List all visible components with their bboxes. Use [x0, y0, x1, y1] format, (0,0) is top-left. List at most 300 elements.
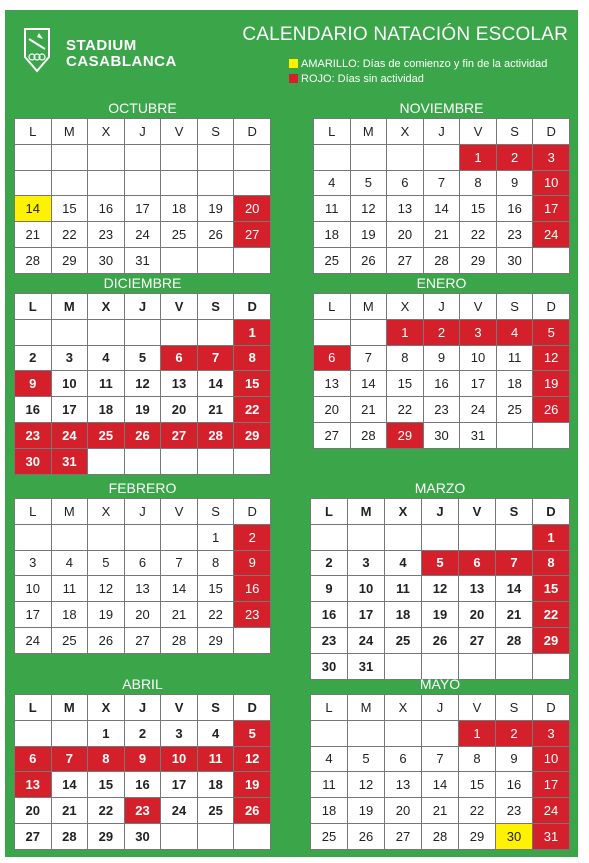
day-cell: 27 — [459, 627, 496, 653]
day-cell: 8 — [387, 345, 424, 371]
weekday-header: M — [51, 499, 88, 525]
day-cell: 10 — [348, 576, 385, 602]
weekday-header: S — [197, 294, 234, 320]
day-cell: 7 — [422, 746, 459, 772]
day-cell: 30 — [15, 448, 52, 474]
day-cell: 13 — [387, 196, 424, 222]
day-cell: 14 — [51, 772, 88, 798]
day-cell: 14 — [350, 371, 387, 397]
day-cell: 20 — [15, 798, 52, 824]
weekday-header: J — [422, 695, 459, 721]
day-cell: 26 — [350, 247, 387, 273]
day-cell: 21 — [197, 397, 234, 423]
day-cell: 28 — [51, 823, 88, 849]
week-row — [311, 823, 570, 849]
calendar-poster — [5, 10, 578, 857]
day-cell: 19 — [533, 371, 570, 397]
empty-cell — [385, 524, 422, 550]
week-row — [15, 144, 271, 170]
day-cell: 26 — [197, 222, 234, 248]
week-row — [15, 798, 271, 824]
day-cell: 29 — [88, 823, 125, 849]
day-cell: 15 — [197, 576, 234, 602]
weekday-header: M — [51, 119, 88, 145]
day-cell: 29 — [197, 627, 234, 653]
day-cell: 28 — [161, 627, 198, 653]
weekday-header: M — [350, 294, 387, 320]
day-cell: 11 — [197, 746, 234, 772]
empty-cell — [496, 422, 533, 448]
day-cell: 11 — [311, 772, 348, 798]
weekday-header: X — [88, 499, 125, 525]
week-row — [314, 247, 570, 273]
month-mayo — [310, 676, 570, 850]
day-cell: 22 — [51, 222, 88, 248]
weekday-header: D — [234, 695, 271, 721]
page-title: CALENDARIO NATACIÓN ESCOLAR — [242, 24, 568, 45]
empty-cell — [311, 524, 348, 550]
empty-cell — [124, 524, 161, 550]
day-cell: 8 — [460, 170, 497, 196]
day-cell: 28 — [422, 823, 459, 849]
week-row — [311, 720, 570, 746]
day-cell: 27 — [234, 222, 271, 248]
day-cell: 18 — [311, 798, 348, 824]
weekday-header: S — [197, 695, 234, 721]
empty-cell — [197, 823, 234, 849]
day-cell: 5 — [88, 550, 125, 576]
weekday-header: D — [533, 294, 570, 320]
day-cell: 6 — [15, 746, 52, 772]
empty-cell — [161, 448, 198, 474]
weekday-header: L — [314, 294, 351, 320]
day-cell: 10 — [533, 170, 570, 196]
day-cell: 18 — [496, 371, 533, 397]
day-cell: 28 — [350, 422, 387, 448]
weekday-header: L — [314, 119, 351, 145]
day-cell: 13 — [385, 772, 422, 798]
day-cell: 15 — [533, 576, 570, 602]
empty-cell — [51, 720, 88, 746]
day-cell: 12 — [422, 576, 459, 602]
week-row — [15, 196, 271, 222]
day-cell: 16 — [496, 196, 533, 222]
empty-cell — [459, 524, 496, 550]
brand-name — [66, 38, 177, 70]
month-name: MAYO — [419, 676, 461, 692]
weekday-header: S — [197, 499, 234, 525]
month-name: ABRIL — [122, 676, 163, 692]
day-cell: 9 — [311, 576, 348, 602]
day-cell: 2 — [496, 720, 533, 746]
day-cell: 16 — [88, 196, 125, 222]
month-diciembre — [14, 275, 271, 475]
day-cell: 27 — [124, 627, 161, 653]
day-cell: 17 — [124, 196, 161, 222]
week-row — [314, 196, 570, 222]
weekday-header: L — [311, 695, 348, 721]
day-cell: 10 — [161, 746, 198, 772]
weekday-header: S — [496, 695, 533, 721]
day-cell: 16 — [234, 576, 271, 602]
week-row — [15, 746, 271, 772]
day-cell: 24 — [161, 798, 198, 824]
weekday-header: J — [124, 119, 161, 145]
month-table — [14, 498, 271, 654]
day-cell: 22 — [387, 397, 424, 423]
week-row — [15, 772, 271, 798]
weekday-header: J — [124, 294, 161, 320]
day-cell: 7 — [350, 345, 387, 371]
day-cell: 12 — [350, 196, 387, 222]
week-row — [314, 371, 570, 397]
day-cell: 1 — [459, 720, 496, 746]
day-cell: 13 — [314, 371, 351, 397]
empty-cell — [88, 524, 125, 550]
day-cell: 1 — [460, 144, 497, 170]
empty-cell — [234, 823, 271, 849]
day-cell: 25 — [314, 247, 351, 273]
day-cell: 8 — [234, 345, 271, 371]
day-cell: 23 — [496, 798, 533, 824]
weekday-header: M — [51, 695, 88, 721]
day-cell: 7 — [496, 550, 533, 576]
day-cell: 1 — [88, 720, 125, 746]
day-cell: 8 — [88, 746, 125, 772]
empty-cell — [124, 448, 161, 474]
day-cell: 25 — [51, 627, 88, 653]
day-cell: 6 — [385, 746, 422, 772]
empty-cell — [350, 319, 387, 345]
empty-cell — [197, 170, 234, 196]
day-cell: 24 — [15, 627, 52, 653]
weekday-header: D — [234, 499, 271, 525]
week-row — [311, 798, 570, 824]
week-row — [314, 422, 570, 448]
day-cell: 8 — [197, 550, 234, 576]
empty-cell — [51, 170, 88, 196]
day-cell: 29 — [533, 627, 570, 653]
day-cell: 24 — [124, 222, 161, 248]
weekday-header: J — [422, 499, 459, 525]
empty-cell — [234, 144, 271, 170]
empty-cell — [533, 422, 570, 448]
day-cell: 10 — [51, 371, 88, 397]
weekday-header: L — [15, 119, 52, 145]
day-cell: 19 — [124, 397, 161, 423]
empty-cell — [387, 144, 424, 170]
month-table — [310, 498, 570, 680]
weekday-header: V — [161, 294, 198, 320]
day-cell: 23 — [88, 222, 125, 248]
day-cell: 18 — [385, 602, 422, 628]
day-cell: 13 — [15, 772, 52, 798]
week-row — [15, 170, 271, 196]
weekday-header: V — [459, 695, 496, 721]
week-row — [15, 576, 271, 602]
weekday-header: D — [234, 119, 271, 145]
day-cell: 19 — [197, 196, 234, 222]
day-cell: 8 — [533, 550, 570, 576]
day-cell: 6 — [124, 550, 161, 576]
empty-cell — [161, 319, 198, 345]
day-cell: 31 — [348, 653, 385, 679]
day-cell: 12 — [234, 746, 271, 772]
weekday-header: X — [387, 294, 424, 320]
weekday-header: L — [15, 695, 52, 721]
empty-cell — [197, 247, 234, 273]
week-row — [15, 550, 271, 576]
day-cell: 12 — [124, 371, 161, 397]
day-cell: 26 — [234, 798, 271, 824]
empty-cell — [348, 720, 385, 746]
weekday-header: J — [423, 294, 460, 320]
weekday-header: D — [533, 499, 570, 525]
day-cell: 12 — [88, 576, 125, 602]
day-cell: 13 — [124, 576, 161, 602]
weekday-header: M — [348, 499, 385, 525]
day-cell: 3 — [533, 144, 570, 170]
weekday-header: M — [350, 119, 387, 145]
day-cell: 28 — [197, 422, 234, 448]
empty-cell — [234, 627, 271, 653]
day-cell: 28 — [423, 247, 460, 273]
empty-cell — [88, 144, 125, 170]
day-cell: 15 — [459, 772, 496, 798]
day-cell: 1 — [533, 524, 570, 550]
month-table — [313, 118, 570, 274]
day-cell: 1 — [387, 319, 424, 345]
day-cell: 15 — [460, 196, 497, 222]
day-cell: 18 — [51, 602, 88, 628]
day-cell: 23 — [311, 627, 348, 653]
day-cell: 25 — [88, 422, 125, 448]
weekday-header: X — [88, 294, 125, 320]
week-row — [311, 746, 570, 772]
day-cell: 19 — [348, 798, 385, 824]
day-cell: 16 — [496, 772, 533, 798]
day-cell: 5 — [422, 550, 459, 576]
day-cell: 25 — [385, 627, 422, 653]
weekday-header: L — [15, 499, 52, 525]
day-cell: 5 — [348, 746, 385, 772]
day-cell: 4 — [311, 746, 348, 772]
day-cell: 23 — [496, 222, 533, 248]
day-cell: 27 — [385, 823, 422, 849]
empty-cell — [234, 170, 271, 196]
month-name: OCTUBRE — [108, 100, 177, 116]
day-cell: 2 — [234, 524, 271, 550]
day-cell: 3 — [15, 550, 52, 576]
day-cell: 16 — [124, 772, 161, 798]
day-cell: 3 — [460, 319, 497, 345]
day-cell: 22 — [460, 222, 497, 248]
day-cell: 24 — [533, 222, 570, 248]
week-row — [311, 524, 570, 550]
day-cell: 14 — [197, 371, 234, 397]
empty-cell — [124, 170, 161, 196]
empty-cell — [124, 319, 161, 345]
day-cell: 13 — [459, 576, 496, 602]
day-cell: 11 — [314, 196, 351, 222]
week-row — [15, 602, 271, 628]
day-cell: 18 — [161, 196, 198, 222]
empty-cell — [314, 144, 351, 170]
week-row — [15, 720, 271, 746]
day-cell: 26 — [533, 397, 570, 423]
empty-cell — [15, 144, 52, 170]
empty-cell — [533, 247, 570, 273]
month-noviembre — [313, 100, 570, 274]
day-cell: 9 — [15, 371, 52, 397]
day-cell: 29 — [459, 823, 496, 849]
day-cell: 14 — [15, 196, 52, 222]
day-cell: 15 — [387, 371, 424, 397]
day-cell: 29 — [234, 422, 271, 448]
day-cell: 9 — [423, 345, 460, 371]
empty-cell — [15, 319, 52, 345]
day-cell: 24 — [348, 627, 385, 653]
brand-line-1: STADIUM — [66, 37, 137, 54]
month-name: NOVIEMBRE — [399, 100, 484, 116]
day-cell: 13 — [161, 371, 198, 397]
day-cell: 15 — [88, 772, 125, 798]
week-row — [314, 345, 570, 371]
empty-cell — [314, 319, 351, 345]
day-cell: 7 — [51, 746, 88, 772]
month-table — [313, 293, 570, 449]
weekday-header: V — [161, 695, 198, 721]
empty-cell — [423, 144, 460, 170]
day-cell: 31 — [51, 448, 88, 474]
day-cell: 16 — [423, 371, 460, 397]
day-cell: 30 — [423, 422, 460, 448]
empty-cell — [234, 448, 271, 474]
day-cell: 10 — [15, 576, 52, 602]
day-cell: 27 — [314, 422, 351, 448]
day-cell: 27 — [15, 823, 52, 849]
day-cell: 21 — [350, 397, 387, 423]
empty-cell — [197, 448, 234, 474]
day-cell: 20 — [385, 798, 422, 824]
day-cell: 1 — [197, 524, 234, 550]
weekday-header: D — [533, 119, 570, 145]
day-cell: 21 — [161, 602, 198, 628]
day-cell: 2 — [311, 550, 348, 576]
empty-cell — [51, 144, 88, 170]
day-cell: 21 — [423, 222, 460, 248]
day-cell: 4 — [51, 550, 88, 576]
day-cell: 4 — [314, 170, 351, 196]
weekday-header: J — [423, 119, 460, 145]
day-cell: 17 — [533, 196, 570, 222]
week-row — [15, 422, 271, 448]
empty-cell — [422, 720, 459, 746]
empty-cell — [350, 144, 387, 170]
day-cell: 12 — [348, 772, 385, 798]
yellow-swatch-icon — [289, 59, 298, 68]
empty-cell — [496, 524, 533, 550]
weekday-header: X — [387, 119, 424, 145]
day-cell: 12 — [533, 345, 570, 371]
day-cell: 14 — [496, 576, 533, 602]
day-cell: 27 — [161, 422, 198, 448]
day-cell: 15 — [51, 196, 88, 222]
day-cell: 26 — [124, 422, 161, 448]
day-cell: 17 — [533, 772, 570, 798]
day-cell: 19 — [234, 772, 271, 798]
month-table — [310, 694, 570, 850]
day-cell: 23 — [423, 397, 460, 423]
weekday-header: S — [496, 499, 533, 525]
month-name: FEBRERO — [108, 480, 177, 496]
day-cell: 17 — [348, 602, 385, 628]
day-cell: 22 — [459, 798, 496, 824]
legend-red-label: ROJO: Días sin actividad — [301, 73, 424, 85]
weekday-header: M — [51, 294, 88, 320]
week-row — [15, 524, 271, 550]
day-cell: 2 — [15, 345, 52, 371]
day-cell: 19 — [350, 222, 387, 248]
day-cell: 31 — [460, 422, 497, 448]
day-cell: 29 — [460, 247, 497, 273]
day-cell: 9 — [496, 170, 533, 196]
month-table — [14, 293, 271, 475]
day-cell: 4 — [88, 345, 125, 371]
day-cell: 20 — [124, 602, 161, 628]
day-cell: 3 — [51, 345, 88, 371]
day-cell: 30 — [496, 823, 533, 849]
day-cell: 20 — [314, 397, 351, 423]
weekday-header: V — [459, 499, 496, 525]
week-row — [311, 627, 570, 653]
day-cell: 29 — [387, 422, 424, 448]
empty-cell — [348, 524, 385, 550]
day-cell: 17 — [15, 602, 52, 628]
empty-cell — [124, 144, 161, 170]
day-cell: 30 — [311, 653, 348, 679]
day-cell: 14 — [422, 772, 459, 798]
day-cell: 31 — [533, 823, 570, 849]
week-row — [15, 345, 271, 371]
month-name: MARZO — [414, 480, 466, 496]
day-cell: 28 — [496, 627, 533, 653]
day-cell: 6 — [459, 550, 496, 576]
day-cell: 21 — [51, 798, 88, 824]
day-cell: 11 — [88, 371, 125, 397]
day-cell: 31 — [124, 247, 161, 273]
legend-red — [289, 73, 424, 85]
day-cell: 2 — [124, 720, 161, 746]
day-cell: 6 — [387, 170, 424, 196]
day-cell: 11 — [51, 576, 88, 602]
day-cell: 20 — [161, 397, 198, 423]
empty-cell — [161, 524, 198, 550]
day-cell: 4 — [197, 720, 234, 746]
week-row — [15, 627, 271, 653]
day-cell: 30 — [496, 247, 533, 273]
empty-cell — [15, 720, 52, 746]
day-cell: 30 — [88, 247, 125, 273]
day-cell: 21 — [496, 602, 533, 628]
day-cell: 4 — [496, 319, 533, 345]
day-cell: 2 — [496, 144, 533, 170]
weekday-header: X — [88, 119, 125, 145]
weekday-header: X — [385, 499, 422, 525]
day-cell: 22 — [533, 602, 570, 628]
week-row — [314, 319, 570, 345]
weekday-header: V — [161, 119, 198, 145]
